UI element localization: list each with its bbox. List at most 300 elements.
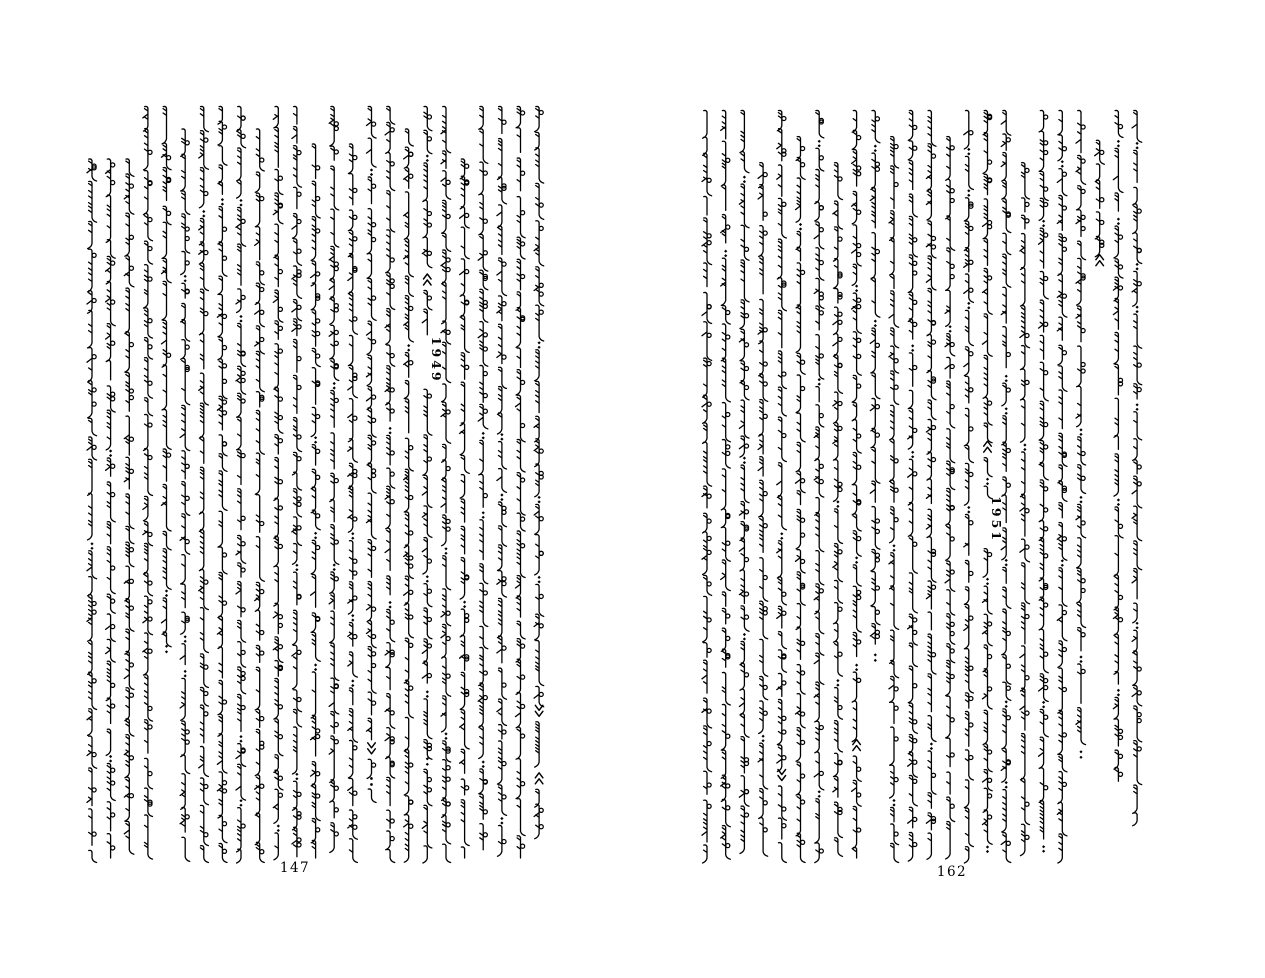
script-bowl [427, 747, 431, 751]
script-bowl [92, 788, 96, 792]
script-bowl [726, 310, 730, 314]
script-bowl [894, 778, 898, 782]
script-bowl [875, 433, 879, 437]
script-bowl [913, 779, 917, 783]
script-bowl [969, 755, 973, 759]
script-bowl [1025, 219, 1029, 223]
script-bowl [950, 753, 954, 757]
script-bowl [278, 176, 282, 180]
script-bowl [148, 181, 152, 185]
script-bowl [1137, 713, 1141, 717]
script-bowl [390, 837, 394, 841]
script-bowl [111, 493, 115, 497]
script-bowl [931, 340, 935, 344]
script-bowl [185, 496, 189, 500]
script-bowl [148, 381, 152, 385]
script-bowl [297, 697, 301, 701]
script-bowl [707, 178, 711, 182]
script-bowl [1062, 687, 1066, 691]
script-bowl [782, 152, 786, 156]
script-bowl [372, 634, 376, 638]
script-bowl [819, 849, 823, 853]
script-bowl [1081, 125, 1085, 129]
script-bowl [390, 128, 394, 132]
colon-dot [370, 783, 373, 786]
script-bowl [297, 497, 301, 501]
script-bowl [857, 210, 861, 214]
script-bowl [950, 264, 954, 268]
script-bowl [988, 401, 992, 405]
script-bowl [782, 730, 786, 734]
script-bowl [241, 568, 245, 572]
script-bowl [707, 550, 711, 554]
script-bowl [260, 717, 264, 721]
script-bowl [763, 607, 767, 611]
script-bowl [838, 487, 842, 491]
script-bowl [483, 671, 487, 675]
script-bowl [353, 317, 357, 321]
script-bowl [521, 274, 525, 278]
script-bowl [316, 272, 320, 276]
script-bowl [204, 312, 208, 316]
quote-open-mark [535, 773, 543, 784]
script-bowl [1137, 249, 1141, 253]
script-bowl [539, 808, 543, 812]
script-bowl [819, 311, 823, 315]
script-bowl [950, 405, 954, 409]
script-bowl [744, 343, 748, 347]
script-bowl [427, 223, 431, 227]
script-bowl [241, 219, 245, 223]
script-bowl [465, 576, 469, 580]
script-bowl [129, 184, 133, 188]
script-bowl [353, 156, 357, 160]
script-bowl [744, 761, 748, 765]
script-bowl [801, 740, 805, 744]
script-bowl [1025, 545, 1029, 549]
script-bowl [222, 789, 226, 793]
script-bowl [782, 681, 786, 685]
script-bowl [913, 365, 917, 369]
script-bowl [1137, 667, 1141, 671]
script-bowl [278, 480, 282, 484]
script-bowl [502, 302, 506, 306]
script-bowl [950, 198, 954, 202]
script-bowl [204, 691, 208, 695]
script-bowl [1062, 172, 1066, 176]
script-bowl [726, 541, 730, 545]
script-bowl [409, 686, 413, 690]
script-bowl [260, 651, 264, 655]
script-bowl [744, 366, 748, 370]
script-bowl [278, 506, 282, 510]
script-bowl [129, 579, 133, 583]
script-bowl [838, 363, 842, 367]
script-bowl [782, 611, 786, 615]
script-bowl [390, 284, 394, 288]
script-bowl [297, 249, 301, 253]
script-bowl [465, 213, 469, 217]
script-bowl [241, 608, 245, 612]
script-bowl [801, 146, 805, 150]
script-bowl [913, 322, 917, 326]
script-bowl [260, 197, 264, 201]
script-bowl [988, 815, 992, 819]
script-bowl [446, 802, 450, 806]
script-bowl [1137, 719, 1141, 723]
script-bowl [185, 236, 189, 240]
script-bowl [1137, 363, 1141, 367]
script-bowl [707, 402, 711, 406]
script-bowl [278, 416, 282, 420]
script-bowl [838, 337, 842, 341]
script-bowl [390, 388, 394, 392]
script-bowl [92, 679, 96, 683]
script-bowl [372, 122, 376, 126]
script-bowl [148, 649, 152, 653]
script-bowl [111, 392, 115, 396]
script-bowl [297, 502, 301, 506]
script-bowl [782, 716, 786, 720]
script-bowl [838, 320, 842, 324]
script-bowl [838, 607, 842, 611]
script-bowl [222, 314, 226, 318]
script-bowl [222, 125, 226, 129]
script-bowl [316, 545, 320, 549]
script-bowl [334, 479, 338, 483]
script-bowl [334, 740, 338, 744]
script-bowl [744, 615, 748, 619]
script-bowl [950, 622, 954, 626]
script-bowl [409, 174, 413, 178]
script-bowl [913, 261, 917, 265]
script-bowl [167, 178, 171, 182]
script-bowl [857, 354, 861, 358]
script-bowl [969, 260, 973, 264]
script-bowl [1044, 322, 1048, 326]
script-bowl [1044, 686, 1048, 690]
script-bowl [857, 640, 861, 644]
script-bowl [1006, 388, 1010, 392]
script-bowl [316, 332, 320, 336]
script-bowl [483, 696, 487, 700]
script-bowl [931, 552, 935, 556]
script-bowl [539, 825, 543, 829]
script-bowl [465, 365, 469, 369]
script-bowl [111, 813, 115, 817]
script-bowl [334, 122, 338, 126]
script-bowl [129, 794, 133, 798]
script-bowl [129, 235, 133, 239]
script-bowl [801, 533, 805, 537]
script-bowl [782, 807, 786, 811]
script-bowl [148, 246, 152, 250]
script-bowl [539, 551, 543, 555]
script-bowl [222, 781, 226, 785]
quote-open-mark [984, 441, 992, 452]
script-bowl [409, 564, 413, 568]
script-bowl [875, 634, 879, 638]
script-bowl [185, 540, 189, 544]
script-bowl [763, 801, 767, 805]
script-bowl [838, 312, 842, 316]
script-bowl [1025, 835, 1029, 839]
script-bowl [539, 624, 543, 628]
script-bowl [838, 810, 842, 814]
script-bowl [222, 601, 226, 605]
script-bowl [372, 418, 376, 422]
script-bowl [894, 737, 898, 741]
script-bowl [539, 292, 543, 296]
script-bowl [1081, 159, 1085, 163]
script-bowl [111, 397, 115, 401]
script-bowl [931, 321, 935, 325]
script-bowl [260, 158, 264, 162]
script-bowl [204, 580, 208, 584]
script-bowl [931, 154, 935, 158]
script-bowl [372, 340, 376, 344]
script-bowl [988, 750, 992, 754]
script-bowl [875, 553, 879, 557]
script-bowl [316, 449, 320, 453]
inline-year-numerals: 1951 [989, 496, 1004, 543]
script-bowl [931, 245, 935, 249]
script-bowl [297, 305, 301, 309]
script-bowl [969, 666, 973, 670]
script-bowl [782, 655, 786, 659]
script-bowl [129, 343, 133, 347]
script-bowl [1081, 669, 1085, 673]
script-bowl [148, 725, 152, 729]
script-bowl [913, 125, 917, 129]
script-bowl [1081, 451, 1085, 455]
script-bowl [763, 328, 767, 332]
script-bowl [1006, 352, 1010, 356]
script-bowl [913, 739, 917, 743]
script-column-strokes [87, 106, 544, 863]
script-bowl [446, 636, 450, 640]
script-bowl [185, 141, 189, 145]
script-bowl [726, 614, 730, 618]
script-bowl [1081, 215, 1085, 219]
script-bowl [707, 709, 711, 713]
script-bowl [969, 723, 973, 727]
script-bowl [521, 478, 525, 482]
script-bowl [931, 425, 935, 429]
script-bowl [260, 271, 264, 275]
script-bowl [297, 270, 301, 274]
script-bowl [1006, 716, 1010, 720]
script-bowl [539, 692, 543, 696]
script-bowl [819, 725, 823, 729]
script-bowl [297, 385, 301, 389]
script-bowl [857, 793, 861, 797]
script-bowl [707, 783, 711, 787]
script-bowl [502, 582, 506, 586]
script-bowl [334, 330, 338, 334]
script-bowl [1044, 786, 1048, 790]
script-bowl [875, 586, 879, 590]
right-page-text-columns [695, 100, 1155, 890]
script-bowl [857, 595, 861, 599]
script-bowl [707, 742, 711, 746]
script-bowl [521, 242, 525, 246]
script-bowl [409, 495, 413, 499]
script-bowl [148, 532, 152, 536]
script-bowl [1006, 760, 1010, 764]
script-bowl [92, 355, 96, 359]
inline-year-numerals: 1949 [428, 336, 444, 384]
script-bowl [875, 117, 879, 121]
script-bowl [819, 464, 823, 468]
script-bowl [502, 840, 506, 844]
script-bowl [521, 644, 525, 648]
script-bowl [1062, 537, 1066, 541]
script-bowl [390, 500, 394, 504]
script-bowl [763, 231, 767, 235]
script-bowl [185, 740, 189, 744]
script-bowl [1081, 189, 1085, 193]
script-bowl [763, 212, 767, 216]
script-bowl [707, 234, 711, 238]
script-bowl [838, 652, 842, 656]
script-bowl [931, 653, 935, 657]
script-bowl [521, 544, 525, 548]
script-bowl [111, 261, 115, 265]
script-bowl [969, 616, 973, 620]
script-bowl [316, 414, 320, 418]
script-bowl [278, 615, 282, 619]
script-bowl [260, 287, 264, 291]
script-bowl [222, 849, 226, 853]
script-bowl [297, 435, 301, 439]
script-bowl [875, 610, 879, 614]
script-bowl [390, 258, 394, 262]
script-bowl [353, 559, 357, 563]
script-bowl [502, 683, 506, 687]
script-bowl [1118, 378, 1122, 382]
script-bowl [111, 704, 115, 708]
script-bowl [241, 705, 245, 709]
script-bowl [521, 423, 525, 427]
script-bowl [1062, 733, 1066, 737]
script-bowl [521, 171, 525, 175]
script-bowl [316, 319, 320, 323]
script-bowl [913, 542, 917, 546]
script-bowl [372, 184, 376, 188]
script-bowl [707, 304, 711, 308]
script-bowl [801, 840, 805, 844]
script-bowl [334, 832, 338, 836]
script-bowl [1137, 465, 1141, 469]
script-bowl [950, 146, 954, 150]
script-bowl [353, 815, 357, 819]
script-bowl [913, 472, 917, 476]
script-bowl [446, 258, 450, 262]
script-bowl [707, 494, 711, 498]
script-bowl [726, 225, 730, 229]
script-bowl [390, 451, 394, 455]
script-bowl [1118, 735, 1122, 739]
script-bowl [502, 506, 506, 510]
script-bowl [353, 571, 357, 575]
script-bowl [372, 607, 376, 611]
script-bowl [539, 110, 543, 114]
script-bowl [726, 445, 730, 449]
script-bowl [483, 779, 487, 783]
script-bowl [969, 696, 973, 700]
script-bowl [204, 784, 208, 788]
script-bowl [913, 842, 917, 846]
script-bowl [1100, 198, 1104, 202]
script-bowl [988, 655, 992, 659]
script-bowl [521, 211, 525, 215]
script-bowl [894, 459, 898, 463]
script-bowl [185, 345, 189, 349]
script-bowl [111, 625, 115, 629]
script-bowl [316, 729, 320, 733]
script-bowl [483, 333, 487, 337]
script-bowl [969, 226, 973, 230]
script-bowl [148, 600, 152, 604]
script-bowl [446, 466, 450, 470]
script-bowl [353, 215, 357, 219]
script-bowl [1025, 333, 1029, 337]
script-bowl [1062, 147, 1066, 151]
script-bowl [278, 307, 282, 311]
script-bowl [297, 151, 301, 155]
script-bowl [502, 577, 506, 581]
script-bowl [1118, 729, 1122, 733]
script-bowl [427, 394, 431, 398]
script-bowl [129, 693, 133, 697]
script-bowl [409, 531, 413, 535]
script-bowl [502, 730, 506, 734]
quote-open-mark [424, 274, 432, 285]
script-bowl [278, 326, 282, 330]
script-column-strokes [702, 110, 1142, 863]
script-bowl [857, 828, 861, 832]
script-bowl [857, 252, 861, 256]
script-bowl [353, 635, 357, 639]
script-bowl [1081, 226, 1085, 230]
script-bowl [316, 382, 320, 386]
script-bowl [521, 675, 525, 679]
script-bowl [372, 546, 376, 550]
script-bowl [316, 166, 320, 170]
script-bowl [913, 238, 917, 242]
script-bowl [1044, 276, 1048, 280]
script-bowl [446, 823, 450, 827]
script-bowl [446, 611, 450, 615]
script-bowl [129, 389, 133, 393]
script-bowl [744, 314, 748, 318]
script-bowl [148, 772, 152, 776]
script-bowl [297, 595, 301, 599]
script-bowl [726, 451, 730, 455]
script-bowl [950, 189, 954, 193]
script-bowl [409, 824, 413, 828]
script-bowl [316, 734, 320, 738]
script-bowl [353, 188, 357, 192]
script-bowl [353, 517, 357, 521]
script-bowl [950, 718, 954, 722]
script-bowl [931, 585, 935, 589]
script-bowl [483, 394, 487, 398]
script-bowl [894, 145, 898, 149]
script-bowl [148, 455, 152, 459]
script-bowl [913, 720, 917, 724]
